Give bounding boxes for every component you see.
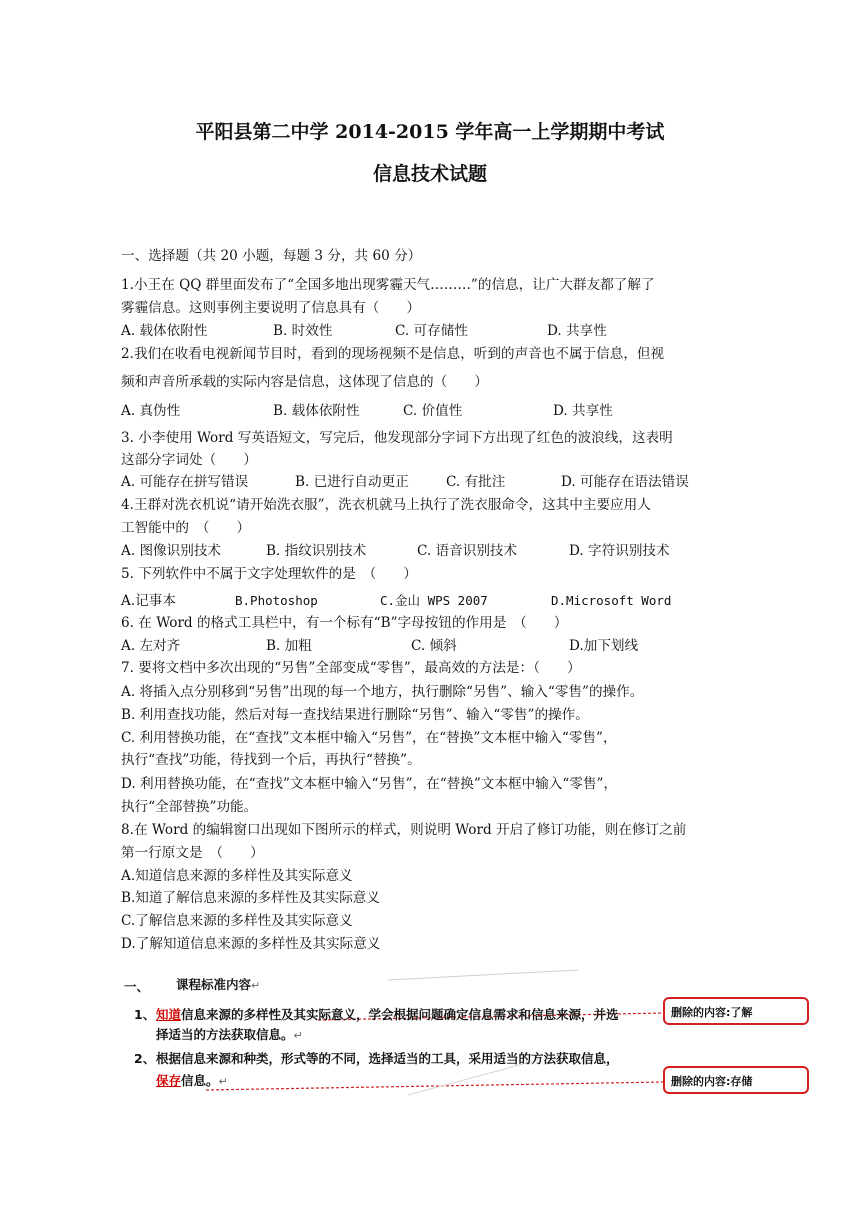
question-8-line2: 第一行原文是 （ ） <box>121 845 264 861</box>
question-7-option-d-line1: D. 利用替换功能，在“查找”文本框中输入“另售”，在“替换”文本框中输入“零售”， <box>121 776 618 792</box>
question-1-line1: 1.小王在 QQ 群里面发布了“全国多地出现雾霾天气………”的信息，让广大群友都了解了 <box>121 277 655 293</box>
question-8-option-d: D.了解知道信息来源的多样性及其实际意义 <box>121 936 381 952</box>
revision-item-2: 根据信息来源和种类，形式等的不同，选择适当的工具，采用适当的方法获取信息， <box>156 1051 619 1066</box>
option-d: D. 共享性 <box>547 323 607 339</box>
deletion-balloon-1: 删除的内容:了解 <box>663 997 809 1025</box>
exam-title: 平阳县第二中学 2014-2015 学年高一上学期期中考试 <box>195 121 665 143</box>
question-2-line1: 2.我们在收看电视新闻节目时，看到的现场视频不是信息，听到的声音也不属于信息，但视 <box>121 346 665 362</box>
option-b: B. 已进行自动更正 <box>295 474 409 490</box>
revision-item-1 <box>156 1005 619 1023</box>
question-8-option-b: B.知道了解信息来源的多样性及其实际意义 <box>121 890 380 906</box>
question-7-option-c-line1: C. 利用替换功能，在“查找”文本框中输入“另售”，在“替换”文本框中输入“零售”， <box>121 730 617 746</box>
option-d: D. 共享性 <box>553 403 613 419</box>
option-a: A.记事本 <box>121 593 176 609</box>
revision-item-1-text: 信息来源的多样性及其实际意义，学会根据问题确定信息需求和信息来源，并选 <box>181 1007 619 1022</box>
option-b: B. 载体依附性 <box>273 403 360 419</box>
option-a: A. 真伪性 <box>121 403 181 419</box>
question-2-line2: 频和声音所承载的实际内容是信息，这体现了信息的（ ） <box>121 374 489 390</box>
question-8-option-c: C.了解信息来源的多样性及其实际意义 <box>121 913 353 929</box>
question-7-option-d-line2: 执行“全部替换”功能。 <box>121 799 258 815</box>
option-c: C. 语音识别技术 <box>417 543 518 559</box>
section-label: 一、 <box>121 248 149 264</box>
option-a: A. 可能存在拼写错误 <box>121 474 249 490</box>
option-b: B.Photoshop <box>235 593 318 608</box>
return-mark: ↵ <box>293 1029 303 1042</box>
question-8-line1: 8.在 Word 的编辑窗口出现如下图所示的样式，则说明 Word 开启了修订功能，则在修订之前 <box>121 822 687 838</box>
option-c: C.金山 WPS 2007 <box>380 593 488 608</box>
deletion-balloon-2: 删除的内容:存储 <box>663 1066 809 1094</box>
revision-item-1-line2 <box>156 1025 303 1043</box>
option-a: A. 图像识别技术 <box>121 543 222 559</box>
option-c: C. 可存储性 <box>395 323 468 339</box>
inserted-text-2: 保存 <box>156 1073 182 1088</box>
option-c: C. 有批注 <box>446 474 506 490</box>
question-7-option-b: B. 利用查找功能，然后对每一查找结果进行删除“另售”、输入“零售”的操作。 <box>121 707 589 723</box>
option-d: D. 可能存在语法错误 <box>561 474 689 490</box>
option-d: D.Microsoft Word <box>551 593 672 608</box>
revision-item-2-text2: 信息。 <box>181 1073 219 1088</box>
option-b: B. 时效性 <box>273 323 333 339</box>
revision-item-2-line2 <box>156 1071 228 1089</box>
question-3-line2: 这部分字词处（ ） <box>121 452 257 468</box>
question-5-options <box>121 591 741 611</box>
return-mark: ↵ <box>218 1075 228 1088</box>
section-note: （共 20 小题，每题 3 分，共 60 分） <box>188 248 422 264</box>
return-mark: ↵ <box>251 979 261 992</box>
section-header <box>121 246 421 266</box>
question-5-line1: 5. 下列软件中不属于文字处理软件的是 （ ） <box>121 566 417 582</box>
revision-item-2-num: 2、 <box>134 1051 156 1066</box>
question-7-line1: 7. 要将文档中多次出现的“另售”全部变成“零售”，最高效的方法是：（ ） <box>121 660 581 676</box>
question-6-options <box>121 636 741 656</box>
question-4-options <box>121 541 741 561</box>
option-c: C. 倾斜 <box>411 638 457 654</box>
revision-item-1-text2: 择适当的方法获取信息。 <box>156 1027 294 1042</box>
inserted-text-1: 知道 <box>156 1007 182 1022</box>
question-2-options <box>121 401 741 421</box>
revision-item-1-num: 1、 <box>134 1007 156 1022</box>
question-6-line1: 6. 在 Word 的格式工具栏中，有一个标有“B”字母按钮的作用是 （ ） <box>121 615 568 631</box>
question-1-line2: 雾霾信息。这则事例主要说明了信息具有（ ） <box>121 300 421 316</box>
section-name: 选择题 <box>148 248 189 264</box>
question-7-option-c-line2: 执行“查找”功能，待找到一个后，再执行“替换”。 <box>121 752 421 768</box>
option-b: B. 加粗 <box>266 638 312 654</box>
question-3-options <box>121 472 741 492</box>
option-b: B. 指纹识别技术 <box>266 543 367 559</box>
option-d: D. 字符识别技术 <box>569 543 670 559</box>
revision-heading-text: 课程标准内容 <box>176 977 252 992</box>
question-1-options <box>121 321 741 341</box>
question-8-option-a: A.知道信息来源的多样性及其实际意义 <box>121 868 353 884</box>
option-a: A. 载体依附性 <box>121 323 208 339</box>
revision-figure <box>118 965 818 1110</box>
option-d: D.加下划线 <box>569 638 639 654</box>
question-3-line1: 3. 小李使用 Word 写英语短文，写完后，他发现部分字词下方出现了红色的波浪线，这表明 <box>121 430 673 446</box>
question-4-line2: 工智能中的 （ ） <box>121 520 251 536</box>
exam-subtitle: 信息技术试题 <box>372 163 487 185</box>
revision-heading-num: 一、 <box>124 979 150 994</box>
question-7-option-a: A. 将插入点分别移到“另售”出现的每一个地方，执行删除“另售”、输入“零售”的操作。 <box>121 684 644 700</box>
question-4-line1: 4.王群对洗衣机说“请开始洗衣服”，洗衣机就马上执行了洗衣服命令，这其中主要应用人 <box>121 497 651 513</box>
option-a: A. 左对齐 <box>121 638 181 654</box>
option-c: C. 价值性 <box>403 403 463 419</box>
revision-heading <box>176 975 260 993</box>
